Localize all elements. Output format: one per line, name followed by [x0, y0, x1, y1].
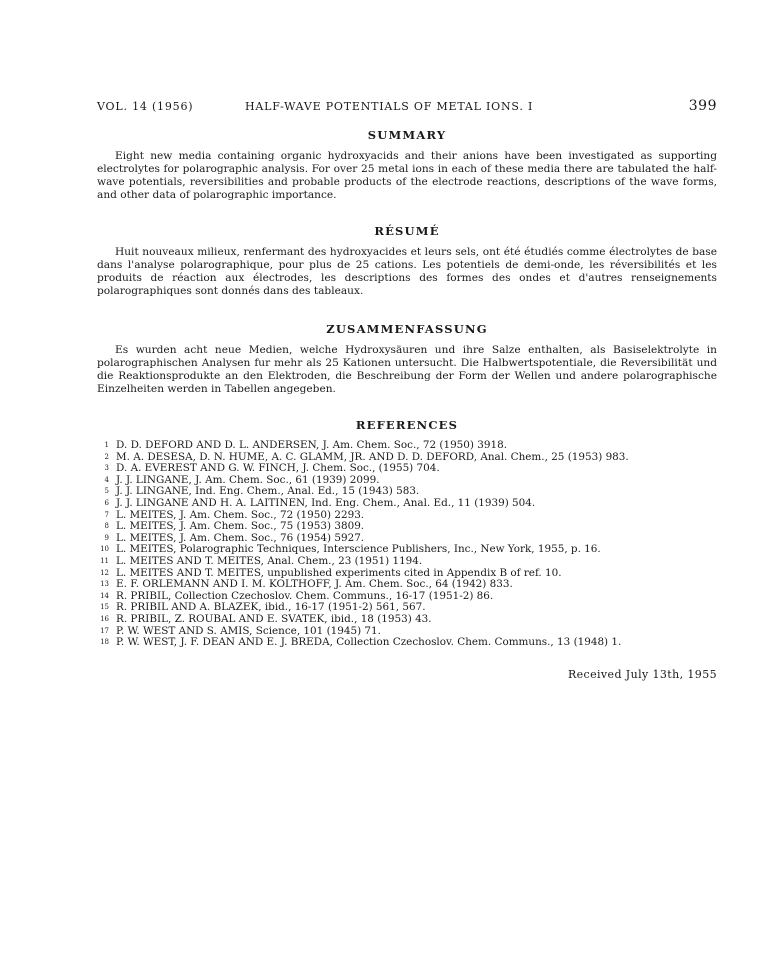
reference-text: J. J. LINGANE, J. Am. Chem. Soc., 61 (1939) 2099.	[116, 474, 380, 486]
reference-item	[97, 614, 717, 626]
summary-section	[97, 128, 717, 202]
reference-item	[97, 440, 717, 452]
reference-item	[97, 521, 717, 533]
reference-number: 14	[100, 591, 109, 600]
reference-text: R. PŘIBIL, Z. ROUBAL AND E. SVATEK, ibid., 18 (1953) 43.	[116, 613, 432, 625]
volume-label: VOL. 14 (1956)	[97, 100, 194, 113]
reference-item	[97, 452, 717, 464]
resume-section	[97, 224, 717, 298]
running-title: HALF-WAVE POTENTIALS OF METAL IONS. I	[245, 100, 534, 113]
reference-number: 2	[104, 452, 109, 461]
reference-number: 18	[100, 638, 109, 647]
reference-item	[97, 556, 717, 568]
reference-number: 12	[100, 568, 109, 577]
reference-number: 16	[100, 614, 109, 623]
reference-text: L. MEITES, J. Am. Chem. Soc., 76 (1954) 5927.	[116, 532, 365, 544]
zusammenfassung-heading: ZUSAMMENFASSUNG	[326, 322, 488, 336]
reference-item	[97, 626, 717, 638]
references-heading: REFERENCES	[355, 418, 459, 432]
reference-text: P. W. WEST, J. F. DEAN AND E. J. BREDA, Collection Czechoslov. Chem. Communs., 13 (1948) 1.	[116, 637, 622, 649]
reference-number: 4	[104, 475, 109, 484]
reference-item	[97, 475, 717, 487]
reference-text: J. J. LINGANE AND H. A. LAITINEN, Ind. Eng. Chem., Anal. Ed., 11 (1939) 504.	[116, 497, 536, 509]
reference-number: 11	[100, 556, 109, 565]
zusammenfassung-section	[97, 322, 717, 396]
reference-item	[97, 463, 717, 475]
reference-item	[97, 591, 717, 603]
reference-number: 9	[104, 533, 109, 542]
reference-text: R. PŘIBIL AND A. BLAZEK, ibid., 16-17 (1951-2) 561, 567.	[116, 602, 426, 614]
reference-number: 17	[100, 626, 109, 635]
page-number: 399	[688, 98, 717, 114]
reference-item	[97, 602, 717, 614]
resume-text: Huit nouveaux milieux, renfermant des hydroxyacides et leurs sels, ont été étudiés comme électrolytes de base dans l'analyse polarographique, pour plus de 25 cations. Les potentiels de demi-onde, les réversibilités et les produits de réaction aux électrodes, les descriptions des formes des ondes et d'autres renseignements polarographiques sont donnés dans des tableaux.	[97, 246, 717, 297]
reference-item	[97, 533, 717, 545]
reference-number: 15	[100, 603, 109, 612]
reference-text: D. A. EVEREST AND G. W. FINCH, J. Chem. Soc., (1955) 704.	[116, 463, 440, 475]
reference-number: 1	[104, 441, 109, 449]
reference-number: 10	[100, 545, 109, 554]
reference-item	[97, 637, 717, 649]
reference-item	[97, 498, 717, 510]
references-section	[97, 418, 717, 649]
reference-text: E. F. ORLEMANN AND I. M. KOLTHOFF, J. Am. Chem. Soc., 64 (1942) 833.	[116, 579, 513, 591]
reference-text: L. MEITES, J. Am. Chem. Soc., 75 (1953) 3809.	[116, 521, 365, 533]
reference-number: 3	[104, 464, 109, 473]
reference-item	[97, 544, 717, 556]
reference-text: L. MEITES AND T. MEITES, unpublished experiments cited in Appendix B of ref. 10.	[116, 567, 562, 579]
zusammenfassung-text: Es wurden acht neue Medien, welche Hydroxysäuren und ihre Salze enthalten, als Basiselektrolyte in polarographischen Analysen fur mehr als 25 Kationen untersucht. Die Halbwertspotentiale, die Reversibilität und die Reaktionsprodukte an den Elektroden, die Beschreibung der Form der Wellen und andere polarographische Einzelheiten werden in Tabellen angegeben.	[97, 344, 717, 395]
reference-item	[97, 510, 717, 522]
summary-heading: SUMMARY	[367, 128, 447, 142]
reference-number: 13	[100, 580, 109, 589]
reference-text: L. MEITES, J. Am. Chem. Soc., 72 (1950) 2293.	[116, 509, 365, 521]
reference-item	[97, 579, 717, 591]
summary-text: Eight new media containing organic hydroxyacids and their anions have been investigated as supporting electrolytes for polarographic analysis. For over 25 metal ions in each of these media there are tabulated the half-wave potentials, reversibilities and probable products of the electrode reactions, descriptions of the wave forms, and other data of polarographic importance.	[97, 150, 717, 201]
resume-heading: RÉSUMÉ	[374, 224, 440, 238]
reference-number: 7	[104, 510, 109, 519]
reference-number: 6	[104, 498, 109, 507]
reference-item	[97, 486, 717, 498]
reference-list	[97, 440, 717, 649]
running-head	[97, 100, 717, 118]
reference-text: M. A. DESESA, D. N. HUME, A. C. GLAMM, JR. AND D. D. DEFORD, Anal. Chem., 25 (1953) 983.	[116, 451, 629, 463]
reference-text: P. W. WEST AND S. AMIS, Science, 101 (1945) 71.	[116, 625, 381, 637]
reference-text: L. MEITES AND T. MEITES, Anal. Chem., 23 (1951) 1194.	[116, 555, 423, 567]
received-date: Received July 13th, 1955	[567, 668, 717, 681]
reference-number: 5	[104, 487, 109, 496]
reference-number: 8	[104, 522, 109, 531]
reference-text: L. MEITES, Polarographic Techniques, Interscience Publishers, Inc., New York, 1955, p. 16.	[116, 544, 601, 556]
reference-text: R. PŘIBIL, Collection Czechoslov. Chem. Communs., 16-17 (1951-2) 86.	[116, 590, 494, 602]
reference-text: J. J. LINGANE, Ind. Eng. Chem., Anal. Ed., 15 (1943) 583.	[116, 486, 420, 498]
reference-item	[97, 568, 717, 580]
reference-text: D. D. DEFORD AND D. L. ANDERSEN, J. Am. Chem. Soc., 72 (1950) 3918.	[116, 440, 508, 451]
